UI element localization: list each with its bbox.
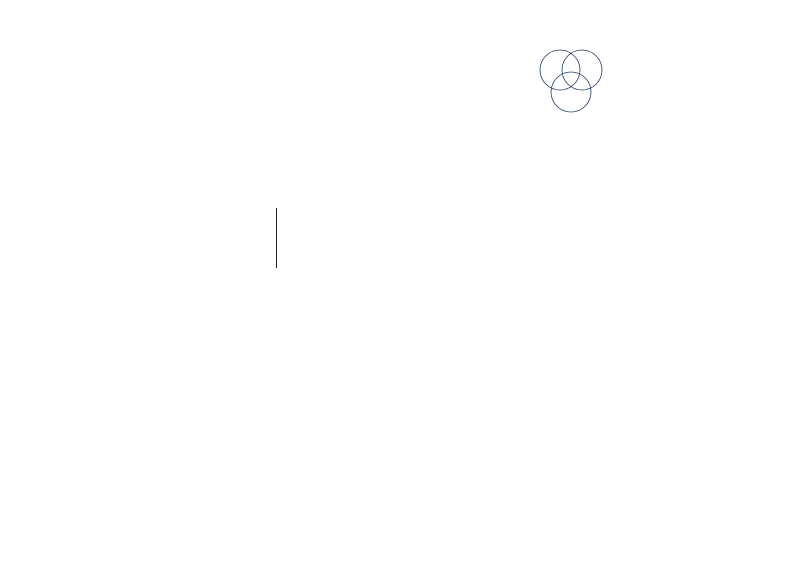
venn-circle-b <box>562 50 602 90</box>
venn-circle-c <box>551 72 591 112</box>
proof-bracket <box>276 208 281 268</box>
proof-formula <box>283 208 533 240</box>
venn-circle-a <box>540 50 580 90</box>
proof-proof-3 <box>283 234 533 240</box>
venn-diagram <box>530 46 626 126</box>
